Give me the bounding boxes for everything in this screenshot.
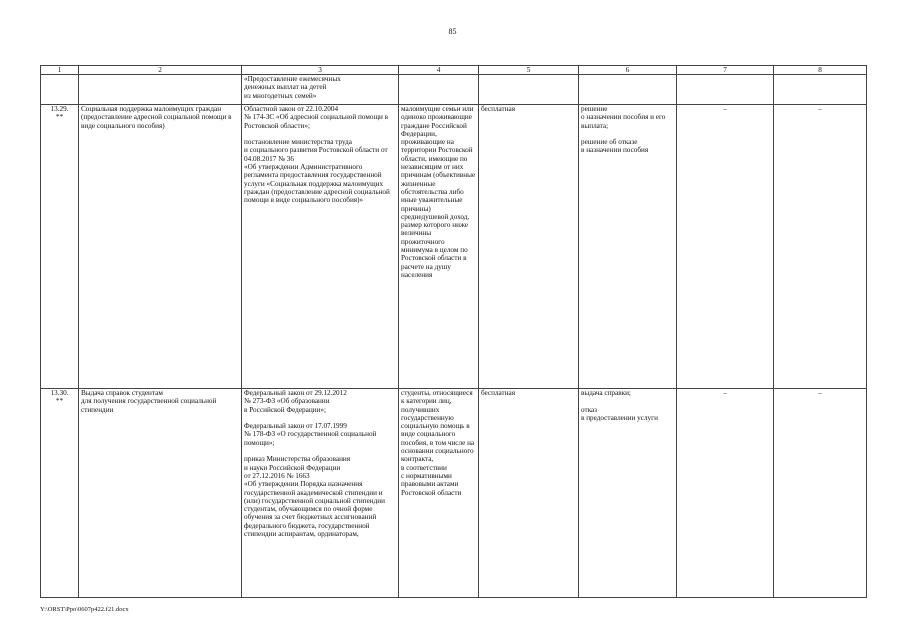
table-header-row <box>41 66 867 75</box>
column-header: 1 <box>41 66 79 75</box>
result <box>579 75 677 105</box>
row-number: 13.30. ** <box>41 389 79 598</box>
recipients: малоимущие семьи или одиноко проживающие граждане Российской Федерации, проживающие на территории Ростовской области, имеющие по независящим от них причинам (объективные жизненные обстоятельства либо иные уважительные причины) среднедушевой доход, размер которого ниже величины прожиточного минимума в целом по Ростовской области в расчете на душу населения <box>399 105 479 389</box>
column-header: 4 <box>399 66 479 75</box>
column-header: 6 <box>579 66 677 75</box>
table-row <box>41 75 867 105</box>
recipients <box>399 75 479 105</box>
column-header: 3 <box>242 66 399 75</box>
column-header: 2 <box>79 66 242 75</box>
column-7-cell: – <box>677 389 774 598</box>
page-number: 85 <box>448 27 457 36</box>
service-name: Социальная поддержка малоимущих граждан (предоставление адресной социальной помощи в виде социального пособия) <box>79 105 242 389</box>
column-8-cell <box>774 75 867 105</box>
row-number <box>41 75 79 105</box>
column-8-cell: – <box>774 389 867 598</box>
column-header: 8 <box>774 66 867 75</box>
cost <box>479 75 579 105</box>
cost: бесплатная <box>479 389 579 598</box>
table-row <box>41 389 867 598</box>
column-7-cell <box>677 75 774 105</box>
file-path-footer: Y:\ORST\Ppo\0607p422.f21.docx <box>40 606 129 613</box>
recipients: студенты, относящиеся к категории лиц, получивших государственную социальную помощь в виде социального пособия, в том числе на основании социального контракта, в соответствии с нормативными правовыми актами Ростовской области <box>399 389 479 598</box>
column-header: 7 <box>677 66 774 75</box>
legal-basis: Федеральный закон от 29.12.2012 № 273-ФЗ «Об образовании в Российской Федерации»; Федеральный закон от 17.07.1999 № 178-ФЗ «О государственной социальной помощи»; приказ Министерства образования и науки Российской Федерации от 27.12.2016 № 1663 «Об утверждении Порядка назначения государственной академической стипендии и (или) государственной социальной стипендии студентам, обучающимся по очной форме обучения за счет бюджетных ассигнований федерального бюджета, государственной стипендии аспирантам, ординаторам, <box>242 389 399 598</box>
cost: бесплатная <box>479 105 579 389</box>
legal-basis: Областной закон от 22.10.2004 № 174-ЗС «Об адресной социальной помощи в Ростовской области»; постановление министерства труда и социального развития Ростовской области от 04.08.2017 № 36 «Об утверждении Административного регламента предоставления государственной услуги «Социальная поддержка малоимущих граждан (предоставление адресной социальной помощи в виде социального пособия)» <box>242 105 399 389</box>
result: решение о назначении пособия и его выплата; решение об отказе в назначении пособия <box>579 105 677 389</box>
column-7-cell: – <box>677 105 774 389</box>
table-row <box>41 105 867 389</box>
service-name <box>79 75 242 105</box>
column-header: 5 <box>479 66 579 75</box>
result: выдача справки; отказ в предоставлении услуги <box>579 389 677 598</box>
row-number: 13.29. ** <box>41 105 79 389</box>
service-name: Выдача справок студентам для получения государственной социальной стипендии <box>79 389 242 598</box>
column-8-cell: – <box>774 105 867 389</box>
services-table <box>40 65 867 598</box>
legal-basis: «Предоставление ежемесячных денежных выплат на детей из многодетных семей» <box>242 75 399 105</box>
